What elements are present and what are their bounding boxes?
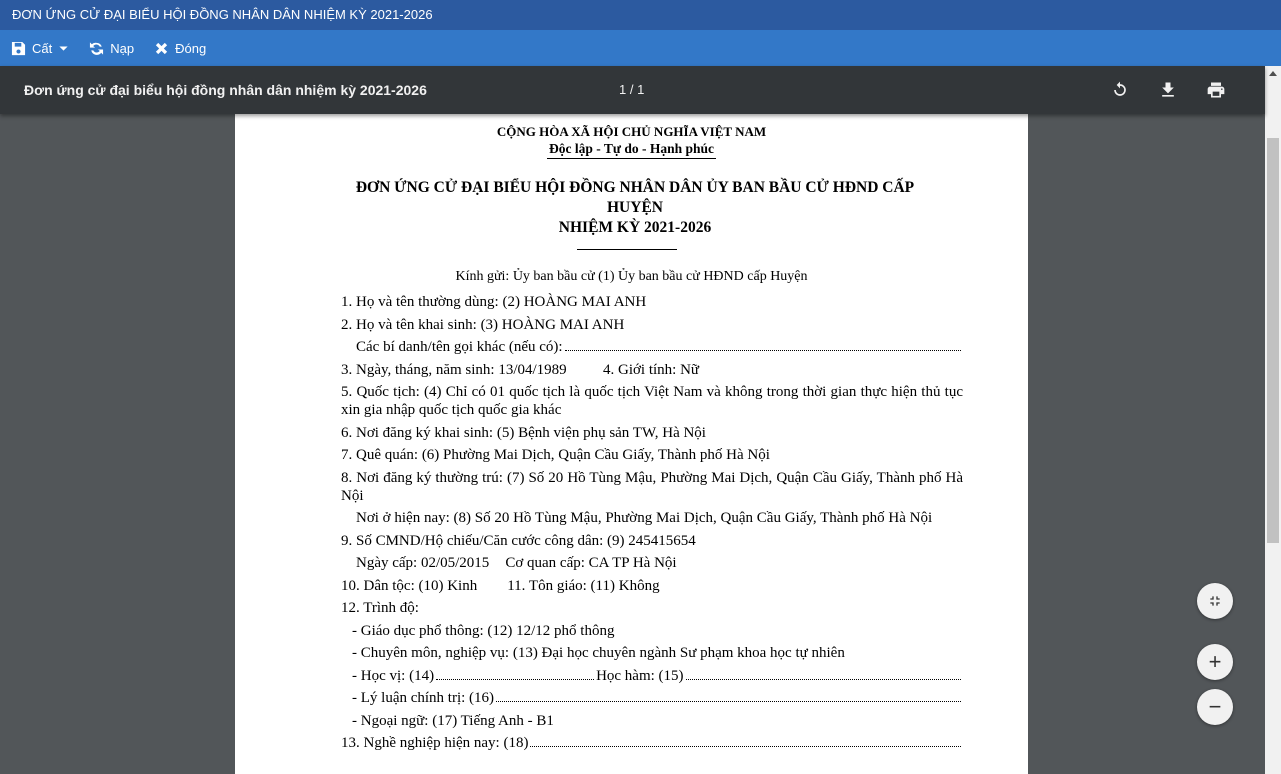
plus-icon: + [1208,649,1222,674]
rotate-button[interactable] [1110,80,1130,100]
scroll-up-icon[interactable] [1269,71,1277,76]
pdf-page [235,114,1028,774]
aliases-label: Các bí danh/tên gọi khác (nếu có): [356,339,563,355]
field-birth-registration: 6. Nơi đăng ký khai sinh: (5) Bệnh viện phụ sản TW, Hà Nội [341,424,706,441]
dotted-fill [530,737,961,747]
print-icon [1206,80,1226,100]
degree-label: - Học vị: (14) [352,667,435,684]
doc-title: ĐƠN ỨNG CỬ ĐẠI BIỂU HỘI ĐỒNG NHÂN DÂN ỦY BAN BẦU CỬ HĐND CẤP HUYỆN [355,179,915,216]
field-general-education: - Giáo dục phổ thông: (12) 12/12 phổ thông [352,622,615,639]
field-occupation [341,734,963,752]
minus-icon: − [1208,694,1222,719]
occupation-label: 13. Nghề nghiệp hiện nay: (18) [341,735,529,751]
issue-date: Ngày cấp: 02/05/2015 [356,555,490,571]
dotted-fill [436,670,594,680]
religion: 11. Tôn giáo: (11) Không [507,577,660,594]
issue-authority: Cơ quan cấp: CA TP Hà Nội [505,555,677,571]
dob: 3. Ngày, tháng, năm sinh: 13/04/1989 [341,361,567,378]
toolbar [0,30,1281,66]
pdf-title: Đơn ứng cử đại biểu hội đồng nhân dân nhiệm kỳ 2021-2026 [24,82,427,98]
close-icon [154,41,169,56]
political-label: - Lý luận chính trị: (16) [352,690,495,706]
refresh-icon [89,41,104,56]
save-button[interactable] [11,41,69,56]
field-id-number: 9. Số CMND/Hộ chiếu/Căn cước công dân: (9) 245415654 [341,532,696,549]
gender: 4. Giới tính: Nữ [603,361,700,378]
close-label: Đóng [175,40,207,56]
close-button[interactable] [154,41,206,56]
dotted-fill [686,670,961,680]
field-permanent-residence: 8. Nơi đăng ký thường trú: (7) Số 20 Hồ Tùng Mậu, Phường Mai Dịch, Quận Cầu Giấy, Thành phố Hà Nội [341,469,963,504]
pdf-viewer[interactable] [0,114,1265,774]
save-label: Cất [32,40,53,56]
window-title: ĐƠN ỨNG CỬ ĐẠI BIỂU HỘI ĐỒNG NHÂN DÂN NHIỆM KỲ 2021-2026 [0,0,1281,30]
dotted-fill [565,341,961,351]
field-id-issue [341,554,963,572]
recipient: Kính gửi: Ủy ban bầu cử (1) Ủy ban bầu cử HĐND cấp Huyện [455,269,808,284]
academic-title-label: Học hàm: (15) [596,667,684,684]
field-degree-title [341,667,963,685]
dotted-fill [496,692,961,702]
rotate-icon [1110,80,1130,100]
save-icon [11,41,26,56]
caret-down-icon [58,41,69,56]
print-button[interactable] [1206,80,1226,100]
field-dob-gender [341,361,963,379]
pdf-toolbar [0,66,1265,114]
scrollbar-thumb[interactable] [1267,138,1279,543]
fit-icon [1207,593,1223,609]
form-body [341,293,963,752]
field-ethnicity-religion [341,577,963,595]
field-aliases [341,338,963,356]
field-specialization: - Chuyên môn, nghiệp vụ: (13) Đại học chuyên ngành Sư phạm khoa học tự nhiên [352,645,845,661]
zoom-in-button[interactable] [1197,644,1233,680]
field-nationality: 5. Quốc tịch: (4) Chỉ có 01 quốc tịch là quốc tịch Việt Nam và không trong thời gian thực hiện thủ tục xin gia nhập quốc tịch quốc gia khác [341,384,963,418]
field-current-residence: Nơi ở hiện nay: (8) Số 20 Hồ Tùng Mậu, Phường Mai Dịch, Quận Cầu Giấy, Thành phố Hà Nội [356,510,933,526]
ethnicity: 10. Dân tộc: (10) Kinh [341,577,478,594]
download-icon [1158,80,1178,100]
motto-wrap [235,141,1028,157]
reload-label: Nạp [110,40,135,56]
title-wrap [345,178,925,238]
divider [577,249,677,250]
national-header: CỘNG HÒA XÃ HỘI CHỦ NGHĨA VIỆT NAM [496,124,767,139]
field-hometown: 7. Quê quán: (6) Phường Mai Dịch, Quận Cầu Giấy, Thành phố Hà Nội [341,447,770,463]
motto: Độc lập - Tự do - Hạnh phúc [547,141,716,159]
reload-button[interactable] [89,41,134,56]
field-foreign-language: - Ngoại ngữ: (17) Tiếng Anh - B1 [352,712,554,729]
scrollbar[interactable] [1265,66,1281,774]
field-common-name: 1. Họ và tên thường dùng: (2) HOÀNG MAI ANH [341,294,647,310]
field-education: 12. Trình độ: [341,600,419,616]
field-political-theory [341,689,963,707]
field-birth-name: 2. Họ và tên khai sinh: (3) HOÀNG MAI ANH [341,316,625,333]
zoom-out-button[interactable] [1197,689,1233,725]
doc-term: NHIỆM KỲ 2021-2026 [558,219,712,236]
fit-page-button[interactable] [1197,583,1233,619]
download-button[interactable] [1158,80,1178,100]
page-indicator: 1 / 1 [619,82,645,97]
